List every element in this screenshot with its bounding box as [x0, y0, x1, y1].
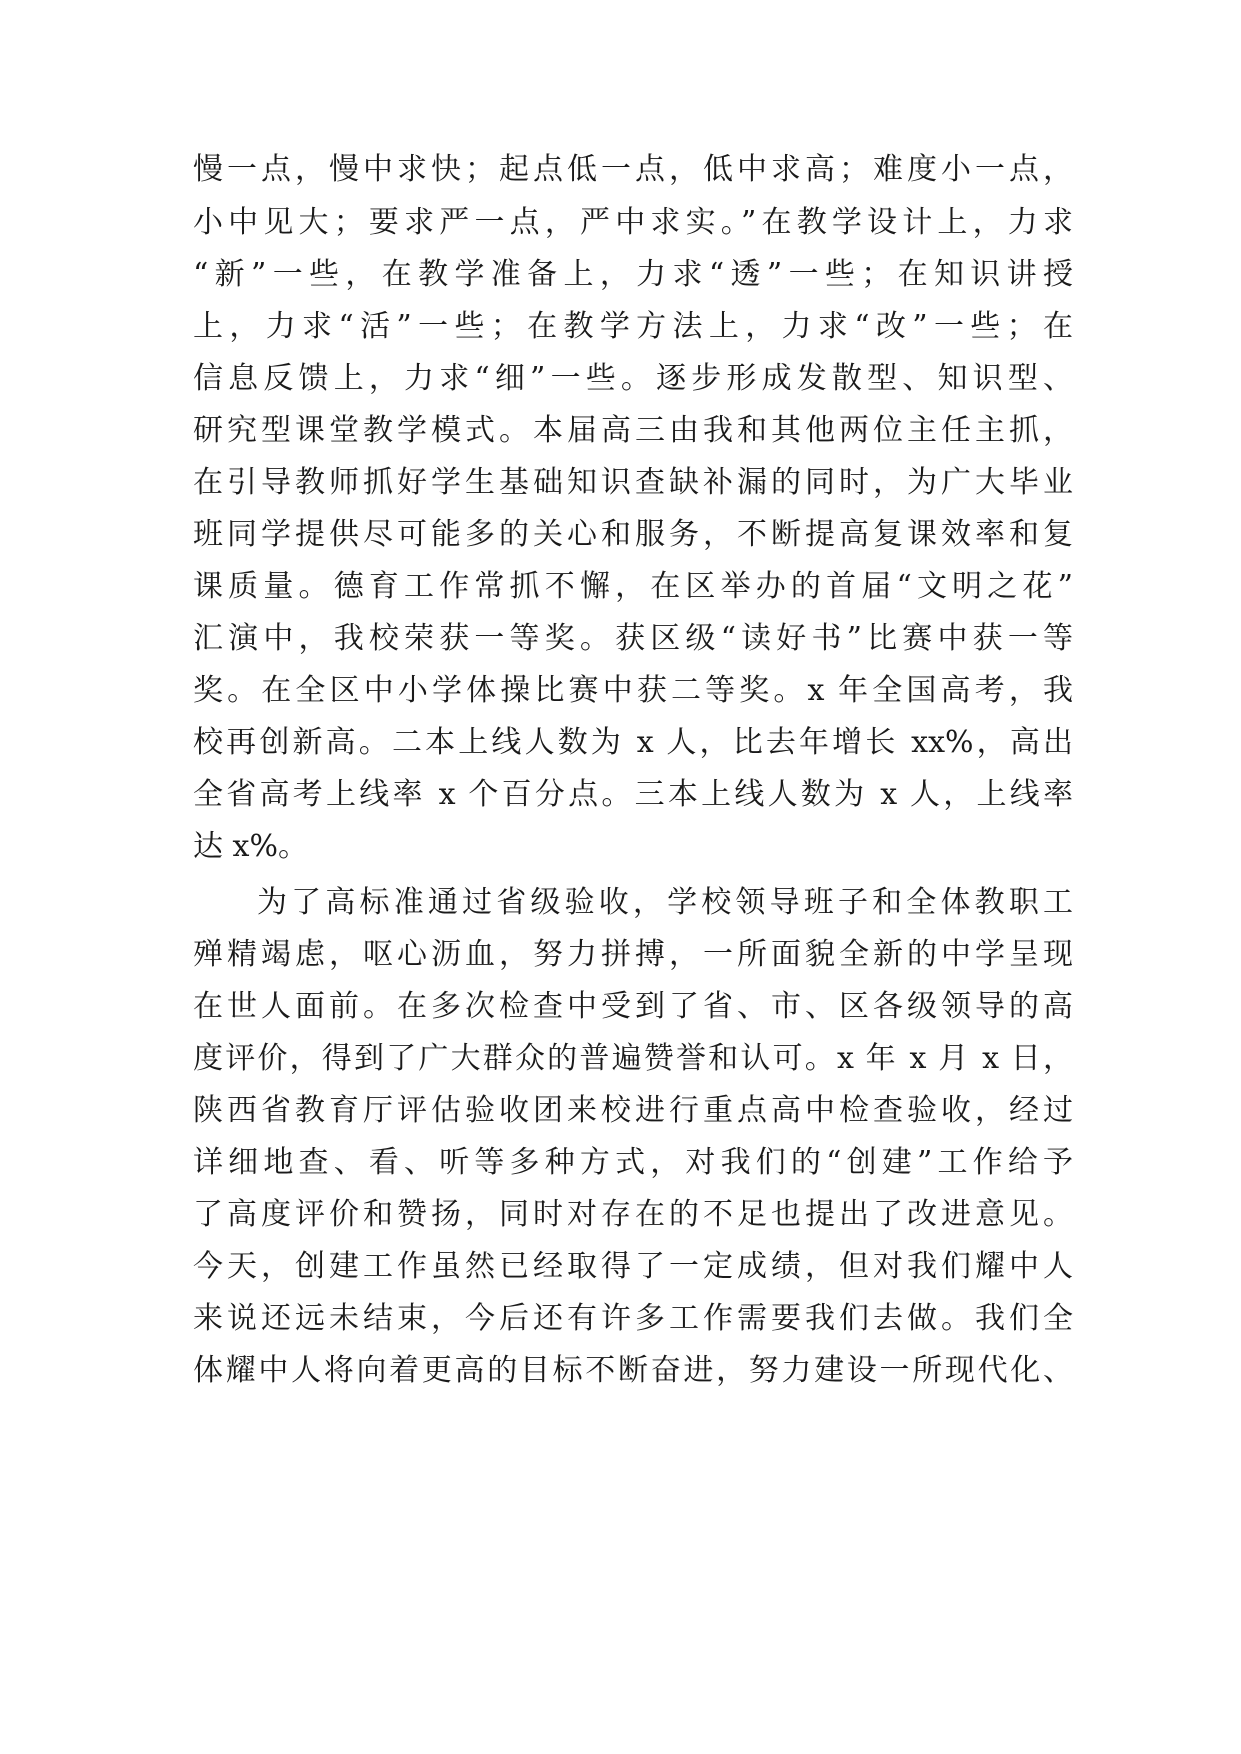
text-line: 上，力求“活”一些；在教学方法上，力求“改”一些；在 — [193, 309, 1073, 344]
text-line: 在引导教师抓好学生基础知识查缺补漏的同时，为广大毕业 — [193, 465, 1073, 500]
text-line: 达 x%。 — [193, 829, 308, 864]
text-line: 殚精竭虑，呕心沥血，努力拼搏，一所面貌全新的中学呈现 — [193, 937, 1073, 972]
text-line: 汇演中，我校荣获一等奖。获区级“读好书”比赛中获一等 — [193, 621, 1073, 656]
text-line: 慢一点，慢中求快；起点低一点，低中求高；难度小一点， — [193, 152, 1073, 187]
text-line: 了高度评价和赞扬，同时对存在的不足也提出了改进意见。 — [193, 1197, 1073, 1232]
text-line: 在世人面前。在多次检查中受到了省、市、区各级领导的高 — [193, 989, 1073, 1024]
text-line: 奖。在全区中小学体操比赛中获二等奖。x 年全国高考，我 — [193, 673, 1073, 708]
text-line: 校再创新高。二本上线人数为 x 人，比去年增长 xx%，高出 — [193, 725, 1073, 760]
text-line: 小中见大；要求严一点，严中求实。”在教学设计上，力求 — [193, 205, 1073, 240]
text-line: 体耀中人将向着更高的目标不断奋进，努力建设一所现代化、 — [193, 1353, 1073, 1388]
text-line: 详细地查、看、听等多种方式，对我们的“创建”工作给予 — [193, 1145, 1073, 1180]
text-line: 全省高考上线率 x 个百分点。三本上线人数为 x 人，上线率 — [193, 777, 1073, 812]
text-line: 度评价，得到了广大群众的普遍赞誉和认可。x 年 x 月 x 日， — [193, 1041, 1073, 1076]
text-line: 课质量。德育工作常抓不懈，在区举办的首届“文明之花” — [193, 569, 1073, 604]
text-line: 陕西省教育厅评估验收团来校进行重点高中检查验收，经过 — [193, 1093, 1073, 1128]
text-line: 班同学提供尽可能多的关心和服务，不断提高复课效率和复 — [193, 517, 1073, 552]
text-line: 来说还远未结束，今后还有许多工作需要我们去做。我们全 — [193, 1301, 1073, 1336]
text-line: 为了高标准通过省级验收，学校领导班子和全体教职工 — [257, 885, 1073, 920]
text-line: “新”一些，在教学准备上，力求“透”一些；在知识讲授 — [193, 257, 1073, 292]
text-line: 信息反馈上，力求“细”一些。逐步形成发散型、知识型、 — [193, 361, 1073, 396]
text-line: 今天，创建工作虽然已经取得了一定成绩，但对我们耀中人 — [193, 1249, 1073, 1284]
text-line: 研究型课堂教学模式。本届高三由我和其他两位主任主抓， — [193, 413, 1073, 448]
